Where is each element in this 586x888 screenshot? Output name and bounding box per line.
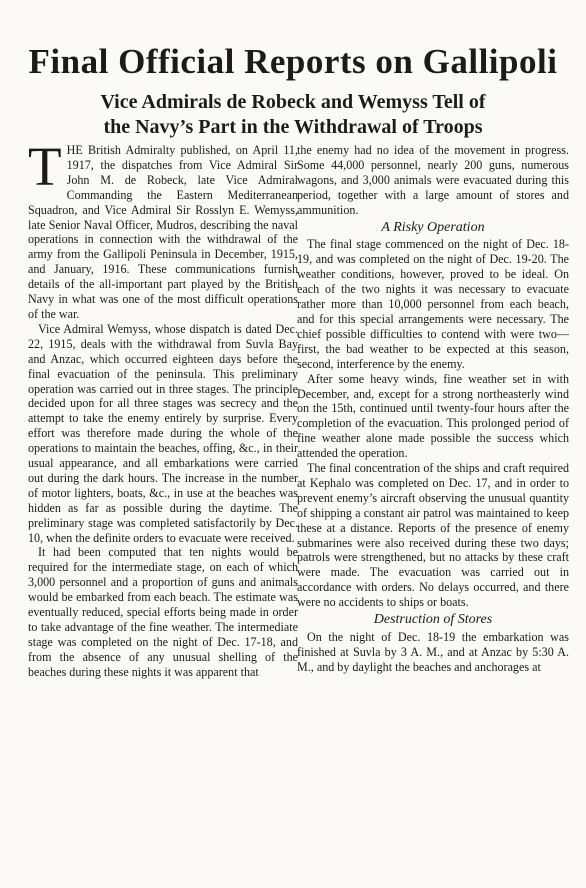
drop-cap: T <box>28 136 62 197</box>
right-column <box>297 143 569 675</box>
paragraph: Vice Admiral Wemyss, whose dispatch is dated Dec. 22, 1915, deals with the withdrawal from Suvla Bay and Anzac, which occurred eighteen days before the final evacuation of the peninsula. This preliminary operation was carried out in three stages. The principle decided upon for all three stages was secrecy and the attempt to take the enemy entirely by surprise. Every effort was therefore made during the whole of the operations to maintain the beaches, offing, &c., in their usual appearance, and all embarkations were carried out during the dark hours. The increase in the number of motor lighters, boats, &c., in use at the beaches was hidden as far as possible during the daytime. The preliminary stage was completed satisfactorily by Dec. 10, when the definite orders to evacuate were received. <box>28 321 298 545</box>
article-title: Final Official Reports on Gallipoli <box>28 42 558 81</box>
paragraph: The final concentration of the ships and craft required at Kephalo was completed on Dec. 17, and in order to prevent enemy’s aircraft observing the unusual quantity of shipping a constant air patrol was maintained to keep these at a distance. Reports of the presence of enemy submarines were also received during these two days; patrols were strengthened, but no attacks by these craft were made. The evacuation was carried out in accordance with orders. No delays occurred, and there were no accidents to ships or boats. <box>297 461 569 610</box>
article-subtitle <box>0 90 586 140</box>
paragraph-text: HE British Admiralty published, on April 11, 1917, the dispatches from Vice Admiral Sir John M. de Robeck, late Vice Admiral Commanding the Eastern Mediterranean Squadron, and Vice Admiral Sir Rosslyn E. Wemyss, late Senior Naval Officer, Mudros, describing the naval operations in connection with the withdrawal of the army from the Gallipoli Peninsula in December, 1915, and January, 1916. These communications furnish details of the all-important part played by the British Navy in what was one of the most difficult operations of the war. <box>28 143 298 321</box>
paragraph: After some heavy winds, fine weather set in with December, and, except for a strong northeasterly wind on the 15th, continued until twenty-four hours after the completion of the evacuation. This prolonged period of fine weather alone made possible the success which attended the operation. <box>297 371 569 461</box>
left-column <box>28 136 298 680</box>
section-heading: Destruction of Stores <box>373 612 493 628</box>
paragraph: The final stage commenced on the night of Dec. 18-19, and was completed on the night of Dec. 19-20. The weather conditions, however, proved to be ideal. On each of the two nights it was necessary to evacuate rather more than 10,000 personnel from each beach, and for this special arrangements were necessary. The chief possible difficulties to contend with were two—first, the bad weather to be expected at this season, second, interference by the enemy. <box>297 237 569 371</box>
paragraph: It had been computed that ten nights would be required for the intermediate stage, on each of which 3,000 personnel and a proportion of guns and animals would be embarked from each beach. The estimate was eventually reduced, special efforts being made in order to take advantage of the fine weather. The intermediate stage was completed on the night of Dec. 17-18, and from the absence of any unusual shelling of the beaches during these nights it was apparent that <box>28 545 298 679</box>
subtitle-line-1: Vice Admirals de Robeck and Wemyss Tell of <box>100 91 486 113</box>
paragraph: On the night of Dec. 18-19 the embarkation was finished at Suvla by 3 A. M., and at Anzac by 5:30 A. M., and by daylight the beaches and anchorages at <box>297 630 569 674</box>
subtitle-line-2: the Navy’s Part in the Withdrawal of Troops <box>103 116 483 138</box>
paragraph: the enemy had no idea of the movement in progress. Some 44,000 personnel, nearly 200 guns, numerous wagons, and 3,000 animals were evacuated during this period, together with a large amount of stores and ammunition. <box>297 143 569 217</box>
section-heading: A Risky Operation <box>381 219 485 235</box>
paragraph <box>28 136 298 322</box>
